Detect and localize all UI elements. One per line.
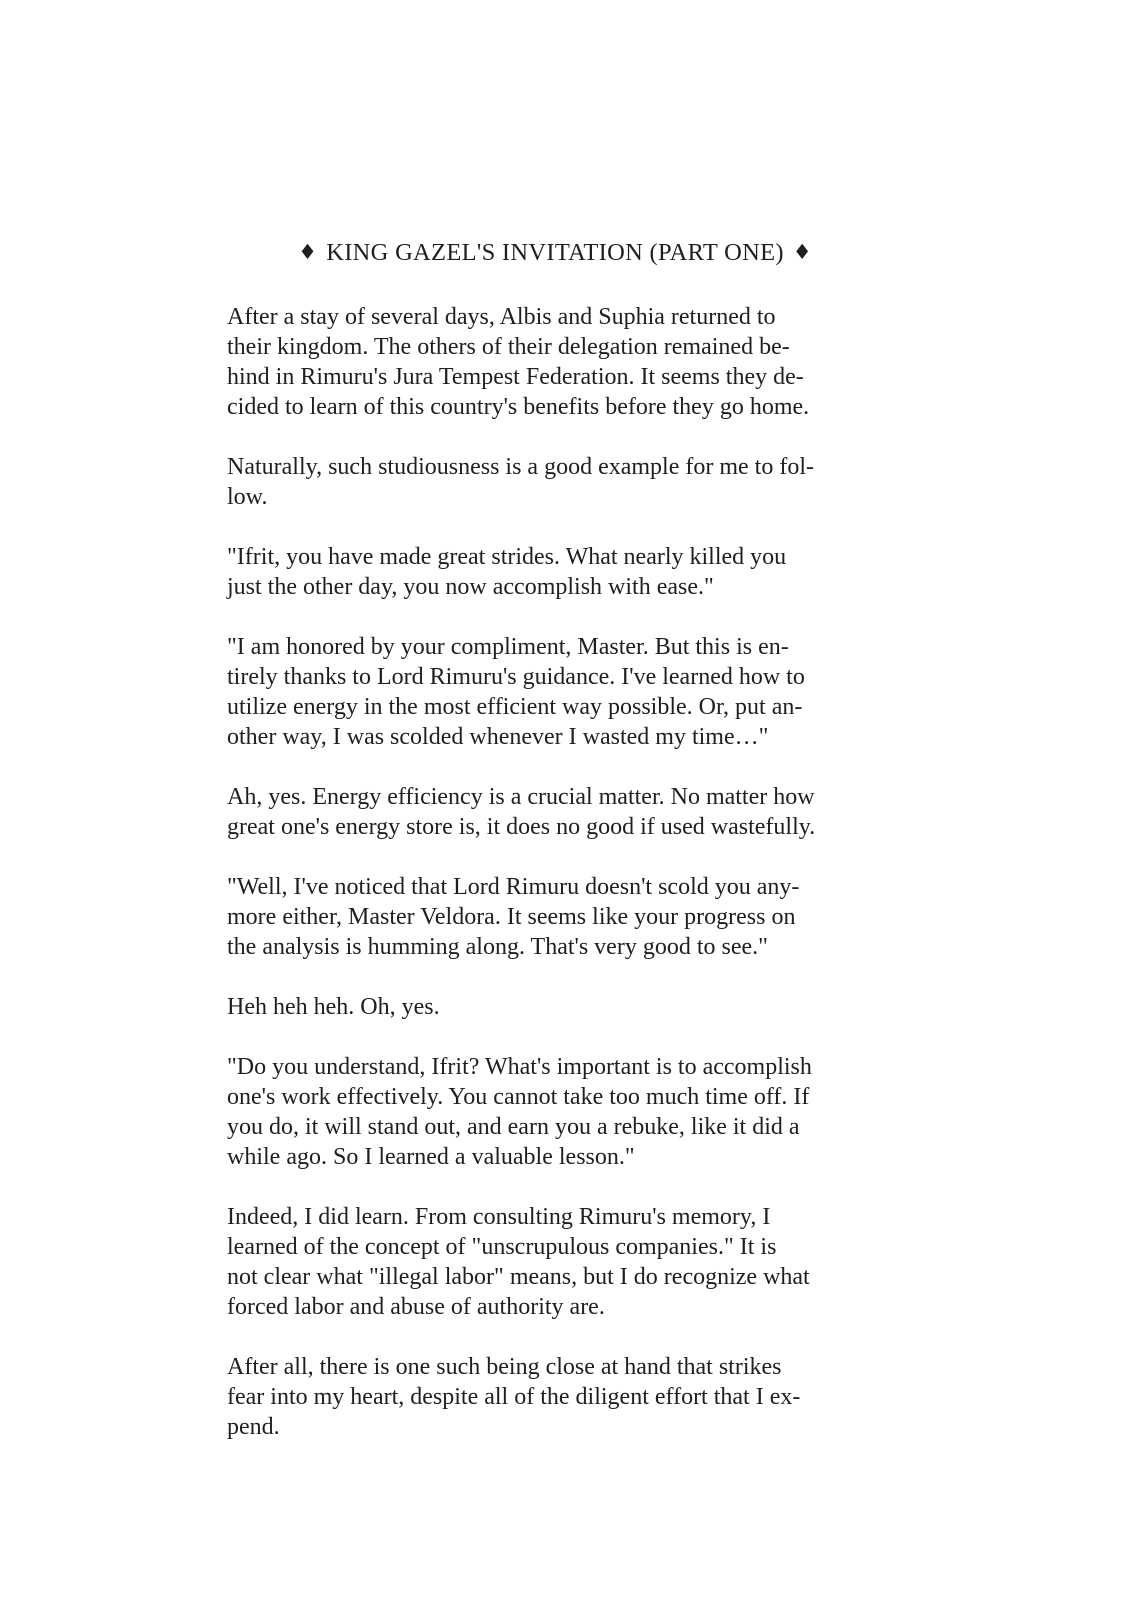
text-line: "I am honored by your compliment, Master. But this is en- <box>227 634 789 660</box>
text-line: Indeed, I did learn. From consulting Rimuru's memory, I <box>227 1204 771 1230</box>
chapter-title <box>227 238 883 268</box>
paragraph <box>227 452 907 512</box>
text-line: their kingdom. The others of their delegation remained be- <box>227 334 790 360</box>
text-line: fear into my heart, despite all of the diligent effort that I ex- <box>227 1384 801 1410</box>
diamond-ornament-left-icon: ♦ <box>298 240 318 264</box>
text-line: "Do you understand, Ifrit? What's important is to accomplish <box>227 1054 812 1080</box>
text-line: other way, I was scolded whenever I wasted my time…" <box>227 724 769 750</box>
paragraph <box>227 1352 907 1442</box>
text-line: you do, it will stand out, and earn you a rebuke, like it did a <box>227 1114 800 1140</box>
text-line: low. <box>227 484 268 510</box>
paragraph <box>227 992 907 1022</box>
text-line: just the other day, you now accomplish with ease." <box>227 574 714 600</box>
text-line: Heh heh heh. Oh, yes. <box>227 994 440 1020</box>
text-line: After a stay of several days, Albis and Suphia returned to <box>227 304 776 330</box>
diamond-ornament-right-icon: ♦ <box>792 240 812 264</box>
text-line: forced labor and abuse of authority are. <box>227 1294 605 1320</box>
page-text <box>227 302 907 1442</box>
paragraph <box>227 1202 907 1322</box>
text-line: not clear what "illegal labor" means, but I do recognize what <box>227 1264 810 1290</box>
text-line: hind in Rimuru's Jura Tempest Federation. It seems they de- <box>227 364 804 390</box>
text-line: one's work effectively. You cannot take too much time off. If <box>227 1084 810 1110</box>
text-line: tirely thanks to Lord Rimuru's guidance. I've learned how to <box>227 664 805 690</box>
text-line: "Ifrit, you have made great strides. What nearly killed you <box>227 544 787 570</box>
text-line: learned of the concept of "unscrupulous companies." It is <box>227 1234 777 1260</box>
paragraph <box>227 632 907 752</box>
text-line: great one's energy store is, it does no good if used wastefully. <box>227 814 816 840</box>
text-line: After all, there is one such being close at hand that strikes <box>227 1354 782 1380</box>
chapter-title-text: KING GAZEL'S INVITATION (PART ONE) <box>326 239 784 266</box>
paragraph <box>227 872 907 962</box>
text-line: Naturally, such studiousness is a good example for me to fol- <box>227 454 814 480</box>
paragraph <box>227 542 907 602</box>
text-line: utilize energy in the most efficient way possible. Or, put an- <box>227 694 803 720</box>
paragraph <box>227 782 907 842</box>
paragraph <box>227 1052 907 1172</box>
text-line: the analysis is humming along. That's very good to see." <box>227 934 768 960</box>
text-line: Ah, yes. Energy efficiency is a crucial matter. No matter how <box>227 784 815 810</box>
text-line: while ago. So I learned a valuable lesson." <box>227 1144 635 1170</box>
text-line: "Well, I've noticed that Lord Rimuru doesn't scold you any- <box>227 874 800 900</box>
text-line: more either, Master Veldora. It seems like your progress on <box>227 904 796 930</box>
text-line: pend. <box>227 1414 280 1440</box>
text-line: cided to learn of this country's benefits before they go home. <box>227 394 810 420</box>
paragraph <box>227 302 907 422</box>
